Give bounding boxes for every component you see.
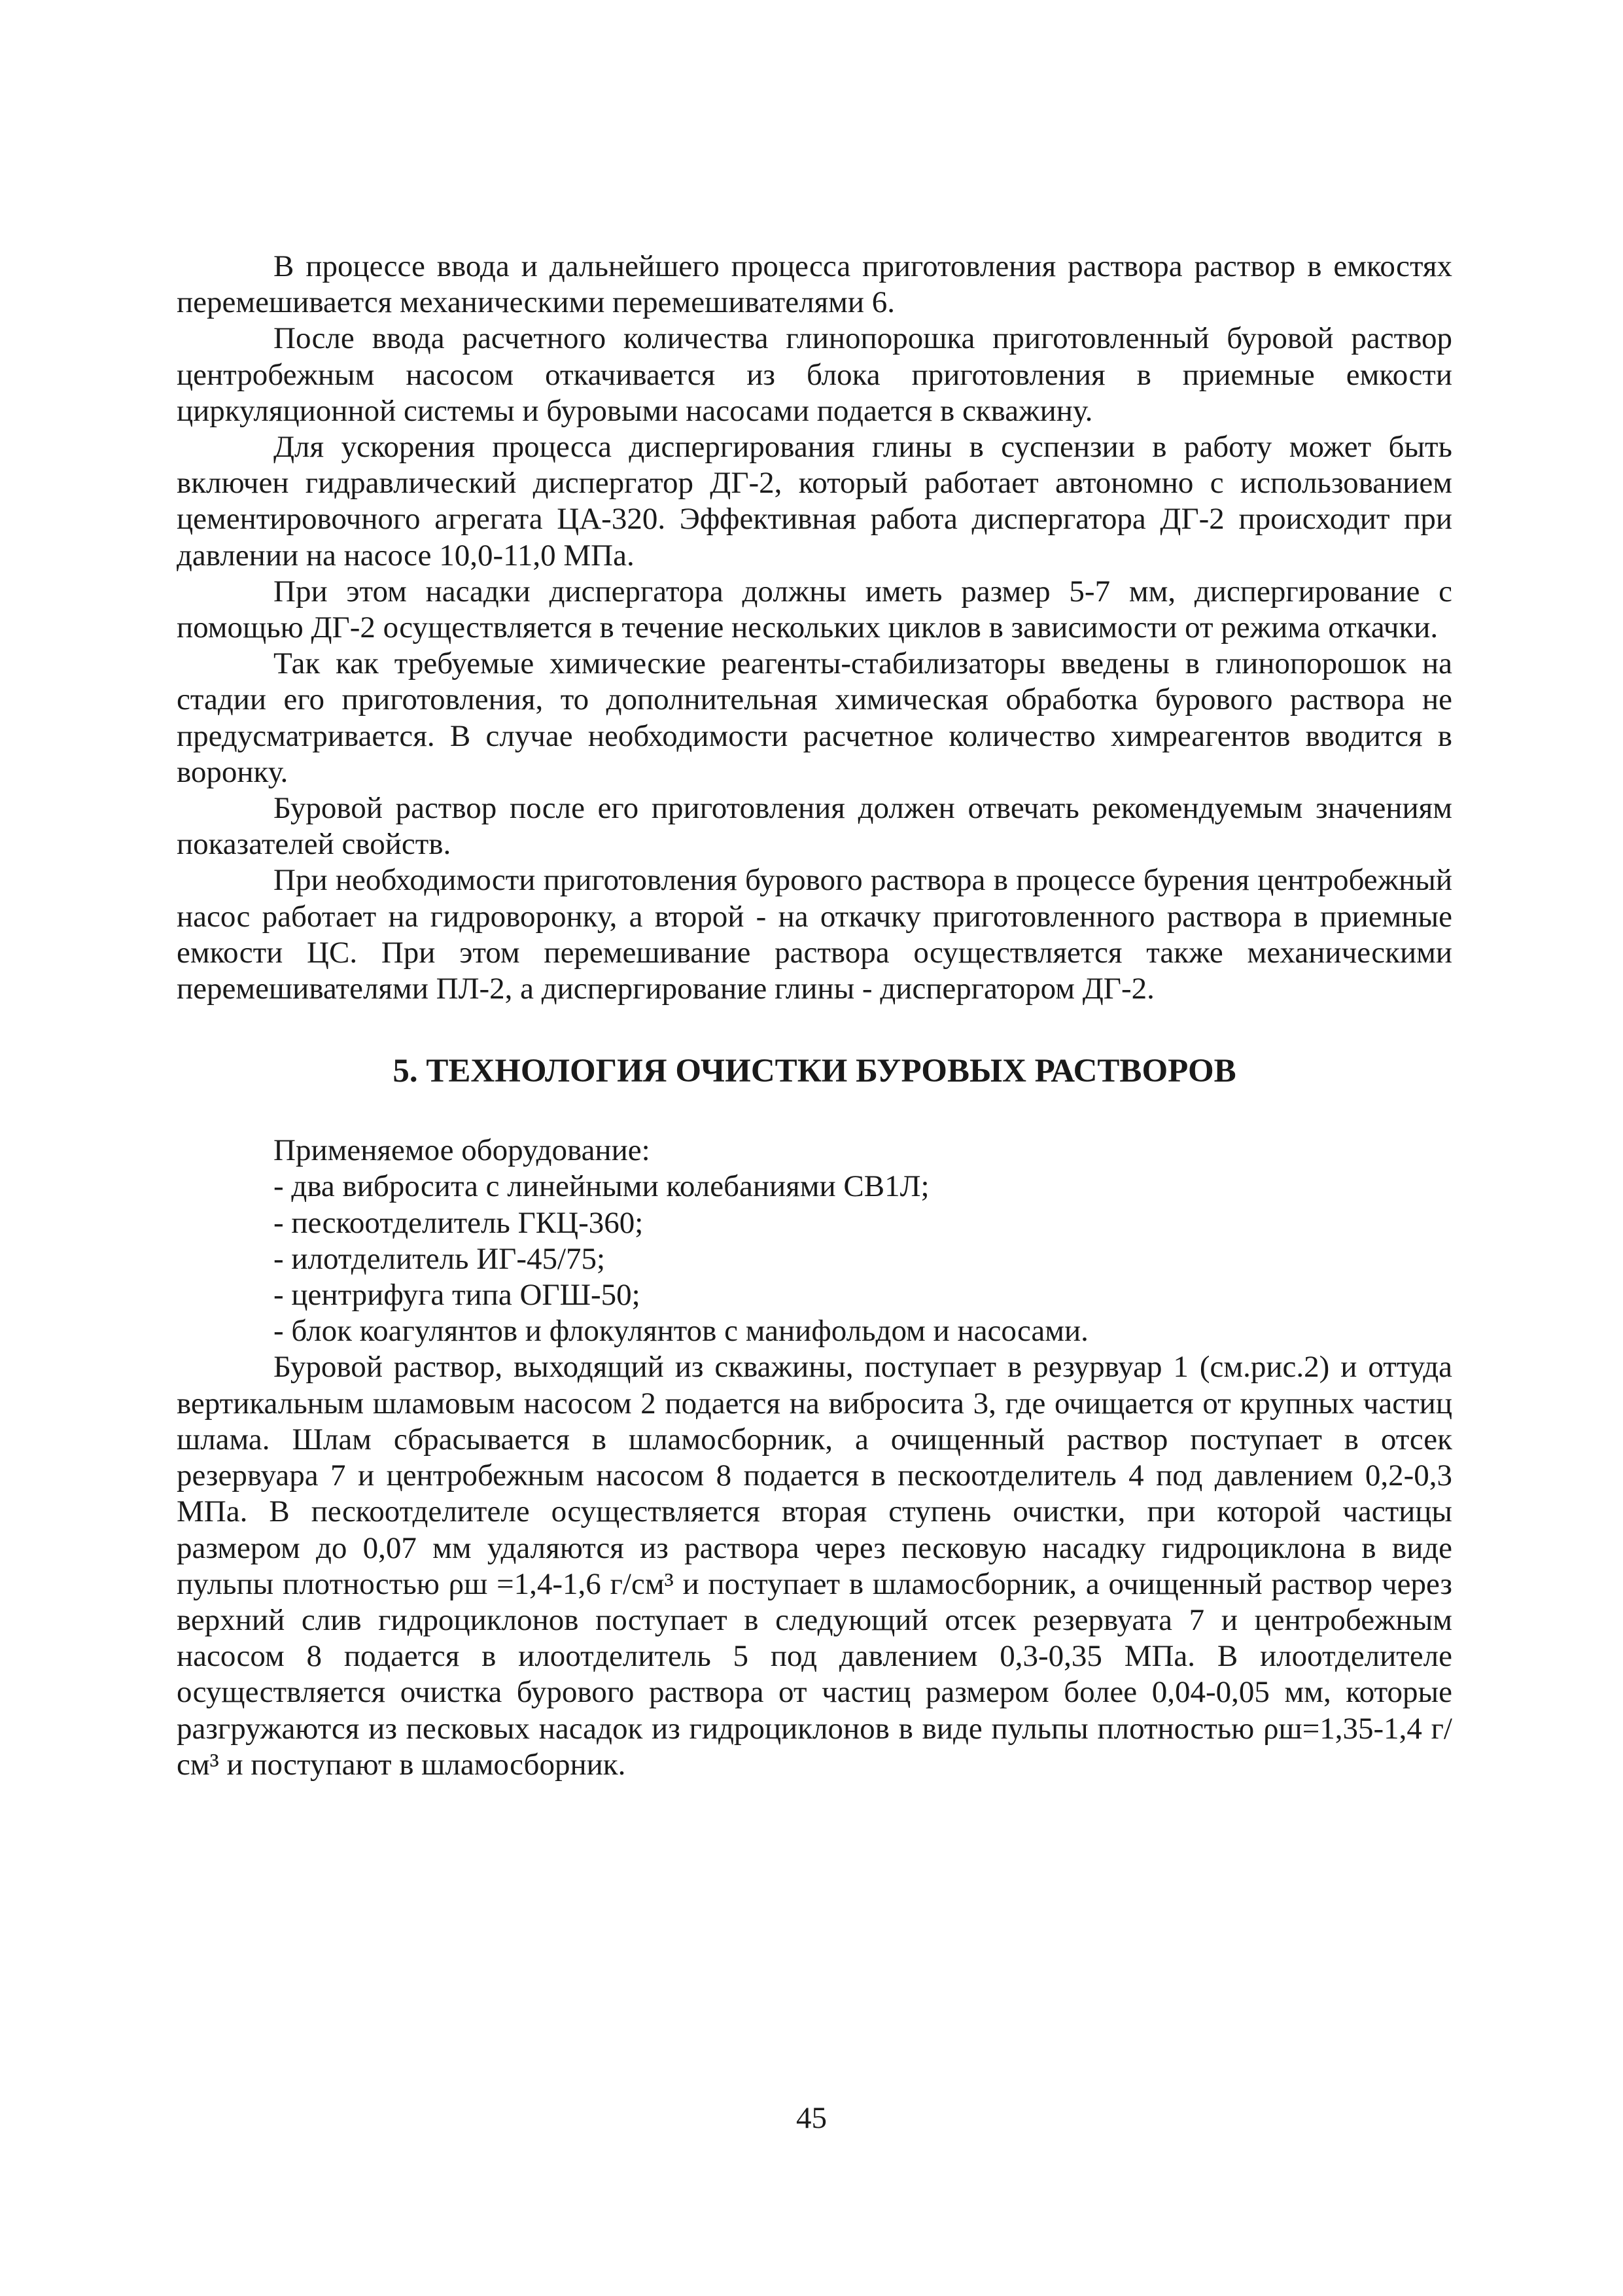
list-item: - блок коагулянтов и флокулянтов с манифольдом и насосами. <box>273 1314 1089 1349</box>
paragraph: После ввода расчетного количества глинопорошка приготовленный буровой раствор центробежным насосом откачивается из блока приготовления в приемные емкости циркуляционной системы и буровыми насосами подается в скважину. <box>177 321 1452 428</box>
page-body <box>177 249 1452 1783</box>
paragraph: В процессе ввода и дальнейшего процесса приготовления раствора раствор в емкостях перемешивается механическими перемешивателями 6. <box>177 249 1452 320</box>
section-heading: 5. ТЕХНОЛОГИЯ ОЧИСТКИ БУРОВЫХ РАСТВОРОВ <box>393 1053 1236 1090</box>
paragraph: При этом насадки диспергатора должны иметь размер 5-7 мм, диспергирование с помощью ДГ-2 осуществляется в течение нескольких циклов в зависимости от режима откачки. <box>177 574 1452 645</box>
list-item: - илотделитель ИГ-45/75; <box>273 1241 606 1276</box>
list-item: - пескоотделитель ГКЦ-360; <box>273 1205 644 1240</box>
page-number: 45 <box>796 2101 827 2135</box>
equipment-list <box>177 1169 1452 1349</box>
paragraph: Так как требуемые химические реагенты-стабилизаторы введены в глинопорошок на стадии его приготовления, то дополнительная химическая обработка бурового раствора не предусматривается. В случае необходимости расчетное количество химреагентов вводится в воронку. <box>177 646 1452 789</box>
paragraph: При необходимости приготовления бурового раствора в процессе бурения центробежный насос работает на гидроворонку, а второй - на откачку приготовленного раствора в приемные емкости ЦС. При этом перемешивание раствора осуществляется также механическими перемешивателями ПЛ-2, а диспергирование глины - диспергатором ДГ-2. <box>177 863 1452 1006</box>
equipment-intro: Применяемое оборудование: <box>273 1133 650 1168</box>
list-item: - два вибросита с линейными колебаниями СВ1Л; <box>273 1169 930 1204</box>
paragraph: Для ускорения процесса диспергирования глины в суспензии в работу может быть включен гидравлический диспергатор ДГ-2, который работает автономно с использованием цементировочного агрегата ЦА-320. Эффективная работа диспергатора ДГ-2 происходит при давлении на насосе 10,0-11,0 МПа. <box>177 430 1452 573</box>
paragraph: Буровой раствор после его приготовления должен отвечать рекомендуемым значениям показателей свойств. <box>177 791 1452 862</box>
paragraph: Буровой раствор, выходящий из скважины, поступает в резурвуар 1 (см.рис.2) и оттуда вертикальным шламовым насосом 2 подается на вибросита 3, где очищается от крупных частиц шлама. Шлам сбрасывается в шламосборник, а очищенный раствор поступает в отсек резервуара 7 и центробежным насосом 8 подается в пескоотделитель 4 под давлением 0,2-0,3 МПа. В пескоотделителе осуществляется вторая ступень очистки, при которой частицы размером до 0,07 мм удаляются из раствора через песковую насадку гидроциклона в виде пульпы плотностью ρш =1,4-1,6 г/см³ и поступает в шламосборник, а очищенный раствор через верхний слив гидроциклонов поступает в следующий отсек резервуата 7 и центробежным насосом 8 подается в илоотделитель 5 под давлением 0,3-0,35 МПа. В илоотделителе осуществляется очистка бурового раствора от частиц размером более 0,04-0,05 мм, которые разгружаются из песковых насадок из гидроциклонов в виде пульпы плотностью ρш=1,35-1,4 г/см³ и поступают в шламосборник. <box>177 1350 1452 1782</box>
list-item: - центрифуга типа ОГШ-50; <box>273 1278 640 1313</box>
